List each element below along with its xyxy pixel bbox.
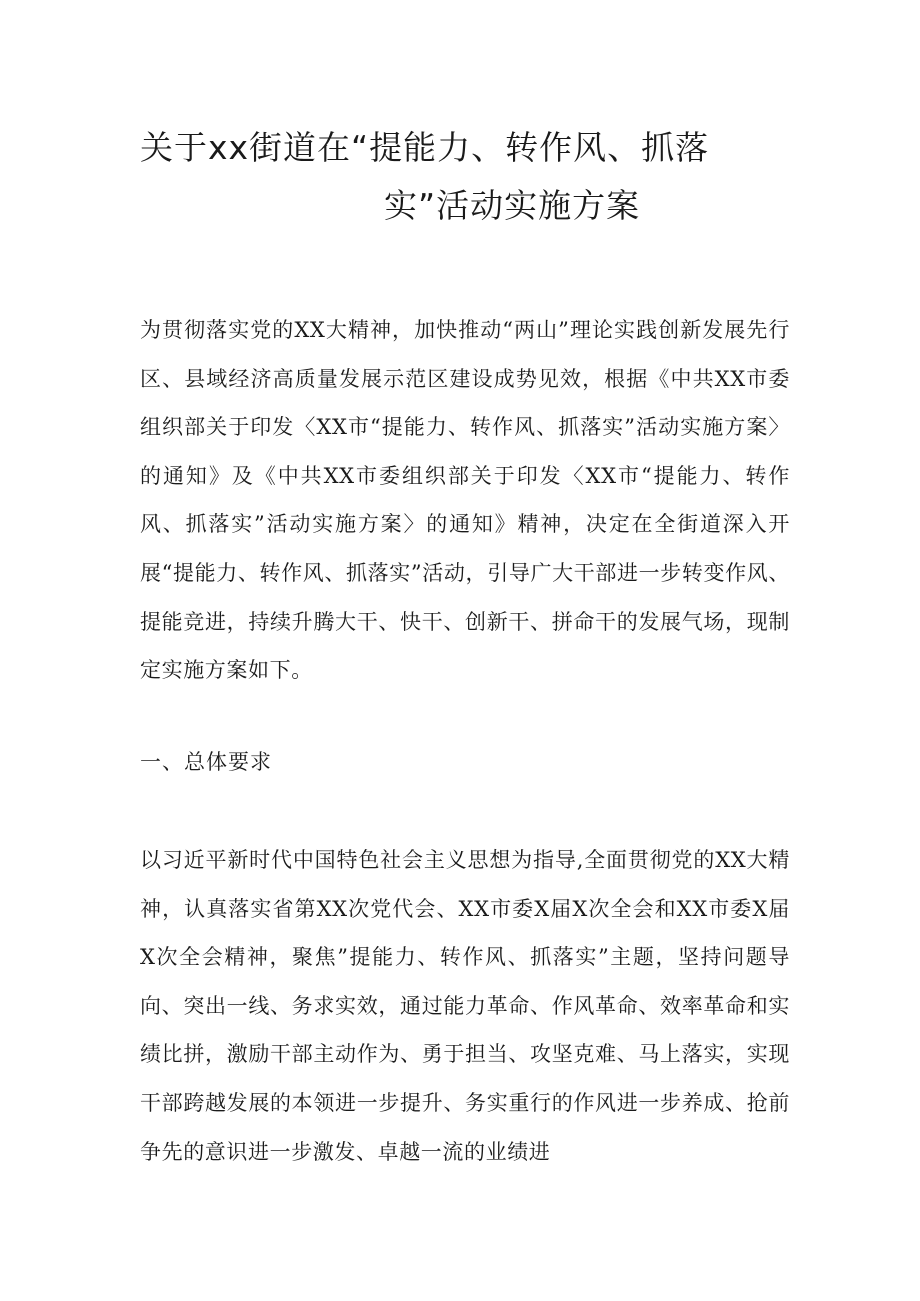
section-heading-general-requirements: 一、总体要求: [140, 750, 272, 774]
document-title-line-2: 实”活动实施方案: [384, 186, 641, 225]
document-title-line-1: 关于xx街道在“提能力、转作风、抓落: [140, 128, 710, 167]
intro-paragraph: 为贯彻落实党的XX大精神，加快推动“两山”理论实践创新发展先行区、县域经济高质量发展示范区建设成势见效，根据《中共XX市委组织部关于印发〈XX市“提能力、转作风、抓落实”活动实施方案〉的通知》及《中共XX市委组织部关于印发〈XX市“提能力、转作风、抓落实”活动实施方案〉的通知》精神，决定在全街道深入开展“提能力、转作风、抓落实”活动，引导广大干部进一步转变作风、提能竞进，持续升腾大干、快干、创新干、拼命干的发展气场，现制定实施方案如下。: [140, 318, 790, 683]
general-requirements-paragraph: 以习近平新时代中国特色社会主义思想为指导,全面贯彻党的XX大精神，认真落实省第XX次党代会、XX市委X届X次全会和XX市委X届X次全会精神，聚焦”提能力、转作风、抓落实”主题，坚持问题导向、突出一线、务求实效，通过能力革命、作风革命、效率革命和实绩比拼，激励干部主动作为、勇于担当、攻坚克难、马上落实，实现干部跨越发展的本领进一步提升、务实重行的作风进一步养成、抢前争先的意识进一步激发、卓越一流的业绩进: [140, 848, 790, 1164]
